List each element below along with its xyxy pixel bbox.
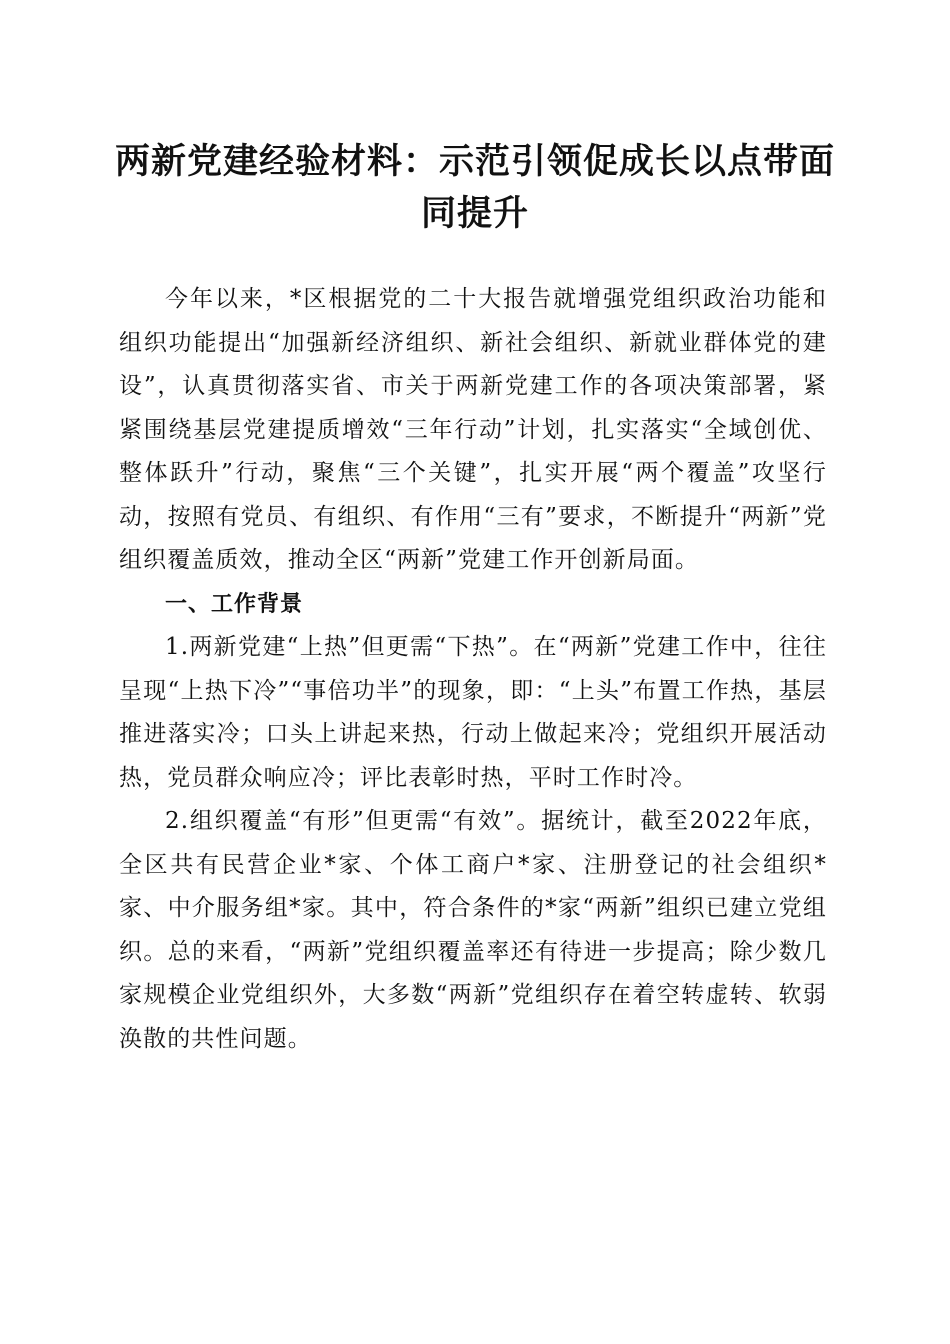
section-heading-background: 一、工作背景 [165,591,304,617]
title-line-2: 同提升 [420,193,529,234]
point-paragraph-2: 2.组织覆盖“有形”但更需“有效”。据统计，截至2022年底，全区共有民营企业*家、个体工商户*家、注册登记的社会组织*家、中介服务组*家。其中，符合条件的*家“两新”组织已建立党组织。总的来看，“两新”党组织覆盖率还有待进一步提高；除少数几家规模企业党组织外，大多数“两新”党组织存在着空转虚转、软弱涣散的共性问题。 [119,808,827,1052]
document-title [100,136,850,240]
title-line-1: 两新党建经验材料：示范引领促成长以点带面 [114,141,835,182]
document-body [119,278,827,1061]
point-paragraph-1: 1.两新党建“上热”但更需“下热”。在“两新”党建工作中，往往呈现“上热下冷”“事倍功半”的现象，即：“上头”布置工作热，基层推进落实冷；口头上讲起来热，行动上做起来冷；党组织开展活动热，党员群众响应冷；评比表彰时热，平时工作时冷。 [119,634,827,791]
intro-paragraph: 今年以来，*区根据党的二十大报告就增强党组织政治功能和组织功能提出“加强新经济组织、新社会组织、新就业群体党的建设”，认真贯彻落实省、市关于两新党建工作的各项决策部署，紧紧围绕基层党建提质增效“三年行动”计划，扎实落实“全域创优、整体跃升”行动，聚焦“三个关键”，扎实开展“两个覆盖”攻坚行动，按照有党员、有组织、有作用“三有”要求，不断提升“两新”党组织覆盖质效，推动全区“两新”党建工作开创新局面。 [119,286,827,573]
